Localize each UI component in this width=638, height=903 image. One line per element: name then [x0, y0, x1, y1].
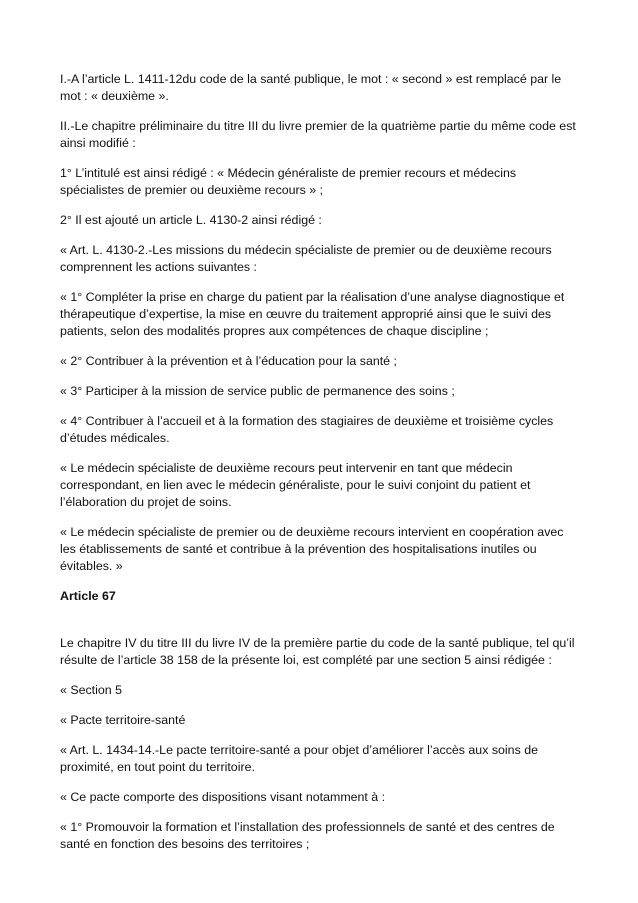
paragraph-pacte-dispositions: « Ce pacte comporte des dispositions visant notamment à :	[60, 790, 386, 804]
article-heading: Article 67	[60, 589, 116, 603]
paragraph-ajout-article: 2° Il est ajouté un article L. 4130-2 ainsi rédigé :	[60, 213, 322, 227]
paragraph-promouvoir: « 1° Promouvoir la formation et l’installation des professionnels de santé et des centres de santé en fonction des besoins des territoires ;	[60, 820, 555, 851]
document-page	[60, 71, 580, 866]
paragraph-mission-2: « 2° Contribuer à la prévention et à l’éducation pour la santé ;	[60, 354, 397, 368]
paragraph-art-l1434-14: « Art. L. 1434-14.-Le pacte territoire-santé a pour objet d’améliorer l’accès aux soins de proximité, en tout point du territoire.	[60, 743, 538, 774]
paragraph-section-5: « Section 5	[60, 683, 122, 697]
paragraph-art-l4130-2: « Art. L. 4130-2.-Les missions du médecin spécialiste de premier ou de deuxième recours comprennent les actions suivantes :	[60, 243, 552, 274]
paragraph-pacte-title: « Pacte territoire-santé	[60, 713, 186, 727]
paragraph-chapitre-iv: Le chapitre IV du titre III du livre IV de la première partie du code de la santé publique, tel qu’il résulte de l’article 38 158 de la présente loi, est complété par une section 5 ainsi rédigée :	[60, 636, 575, 667]
paragraph-cooperation: « Le médecin spécialiste de premier ou de deuxième recours intervient en coopération avec les établissements de santé et contribue à la prévention des hospitalisations inutiles ou évitables. »	[60, 525, 564, 573]
paragraph-chapitre-preliminaire: II.-Le chapitre préliminaire du titre III du livre premier de la quatrième partie du même code est ainsi modifié :	[60, 119, 576, 150]
paragraph-article-l1411-12: I.-A l’article L. 1411-12du code de la santé publique, le mot : « second » est remplacé par le mot : « deuxième ».	[60, 72, 562, 103]
paragraph-mission-3: « 3° Participer à la mission de service public de permanence des soins ;	[60, 384, 455, 398]
paragraph-deuxieme-recours: « Le médecin spécialiste de deuxième recours peut intervenir en tant que médecin correspondant, en lien avec le médecin généraliste, pour le suivi conjoint du patient et l’élaboration du projet de soins.	[60, 461, 531, 509]
paragraph-mission-4: « 4° Contribuer à l’accueil et à la formation des stagiaires de deuxième et troisième cycles d’études médicales.	[60, 414, 554, 445]
paragraph-mission-1: « 1° Compléter la prise en charge du patient par la réalisation d’une analyse diagnostique et thérapeutique d’expertise, la mise en œuvre du traitement approprié ainsi que le suivi des patients, selon des modalités propres aux compétences de chaque discipline ;	[60, 290, 565, 338]
paragraph-intitule: 1° L’intitulé est ainsi rédigé : « Médecin généraliste de premier recours et médecins spécialistes de premier ou deuxième recours » ;	[60, 166, 517, 197]
